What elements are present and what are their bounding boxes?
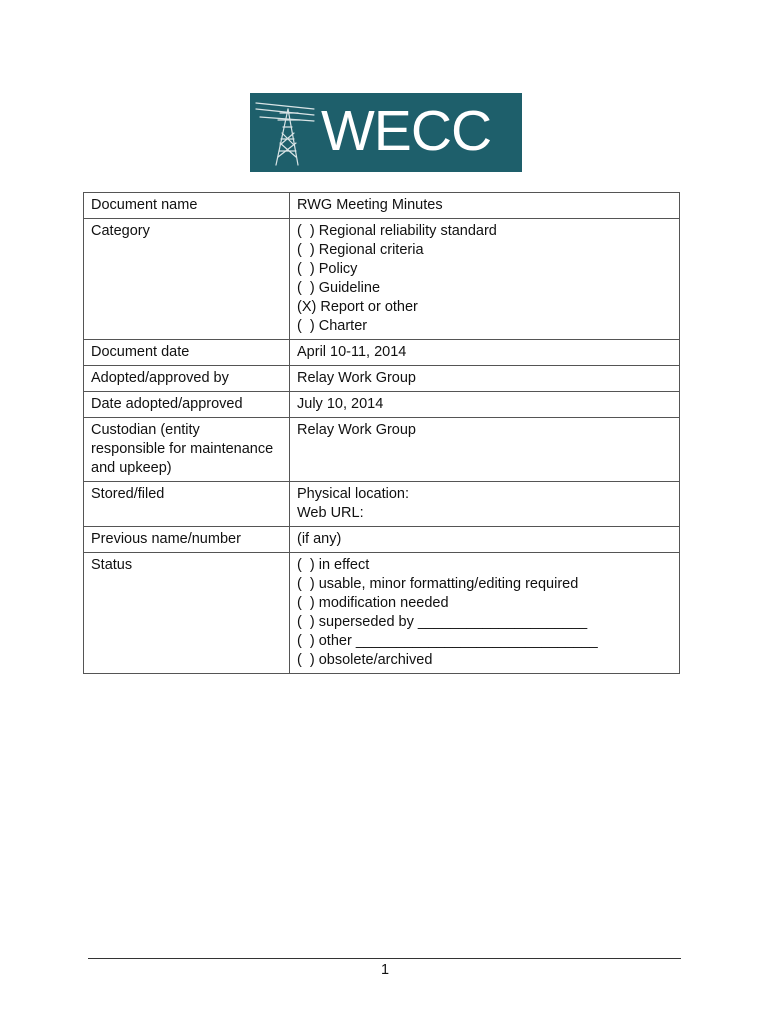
status-option: ( ) modification needed: [297, 595, 449, 611]
category-label: Category: [84, 219, 290, 340]
table-row: [84, 366, 680, 392]
status-option: ( ) usable, minor formatting/editing required: [297, 576, 579, 592]
stored-filed-value: [290, 482, 680, 527]
custodian-label-line: responsible for maintenance: [91, 441, 274, 457]
category-option: ( ) Guideline: [297, 280, 381, 296]
logo-text: WECC: [321, 99, 492, 163]
custodian-value: Relay Work Group: [290, 418, 680, 482]
category-options: [290, 219, 680, 340]
wecc-logo: [250, 93, 522, 172]
previous-name-value: (if any): [290, 527, 680, 553]
category-option: (X) Report or other: [297, 299, 418, 315]
status-option: ( ) superseded by _____________________: [297, 614, 588, 630]
table-row: [84, 482, 680, 527]
category-option: ( ) Regional reliability standard: [297, 223, 497, 239]
table-row: [84, 527, 680, 553]
date-adopted-label: Date adopted/approved: [84, 392, 290, 418]
page-number: 1: [380, 962, 390, 978]
adopted-by-value: Relay Work Group: [290, 366, 680, 392]
stored-filed-line: Web URL:: [297, 505, 364, 521]
custodian-label: [84, 418, 290, 482]
category-option: ( ) Charter: [297, 318, 368, 334]
document-date-value: April 10-11, 2014: [290, 340, 680, 366]
adopted-by-label: Adopted/approved by: [84, 366, 290, 392]
table-row: [84, 193, 680, 219]
category-option: ( ) Policy: [297, 261, 358, 277]
date-adopted-value: July 10, 2014: [290, 392, 680, 418]
status-option: ( ) other ______________________________: [297, 633, 598, 649]
document-name-label: Document name: [84, 193, 290, 219]
table-row: [84, 392, 680, 418]
table-row: [84, 418, 680, 482]
stored-filed-label: Stored/filed: [84, 482, 290, 527]
stored-filed-line: Physical location:: [297, 486, 410, 502]
transmission-tower-icon: [254, 95, 318, 169]
table-row: [84, 553, 680, 674]
footer-divider: [88, 958, 681, 959]
status-option: ( ) in effect: [297, 557, 370, 573]
document-name-value: RWG Meeting Minutes: [290, 193, 680, 219]
custodian-label-line: Custodian (entity: [91, 422, 200, 438]
document-date-label: Document date: [84, 340, 290, 366]
document-info-table: [83, 192, 680, 674]
status-label: Status: [84, 553, 290, 674]
table-row: [84, 219, 680, 340]
table-row: [84, 340, 680, 366]
custodian-label-line: and upkeep): [91, 460, 172, 476]
category-option: ( ) Regional criteria: [297, 242, 424, 258]
previous-name-label: Previous name/number: [84, 527, 290, 553]
status-option: ( ) obsolete/archived: [297, 652, 433, 668]
status-options: [290, 553, 680, 674]
